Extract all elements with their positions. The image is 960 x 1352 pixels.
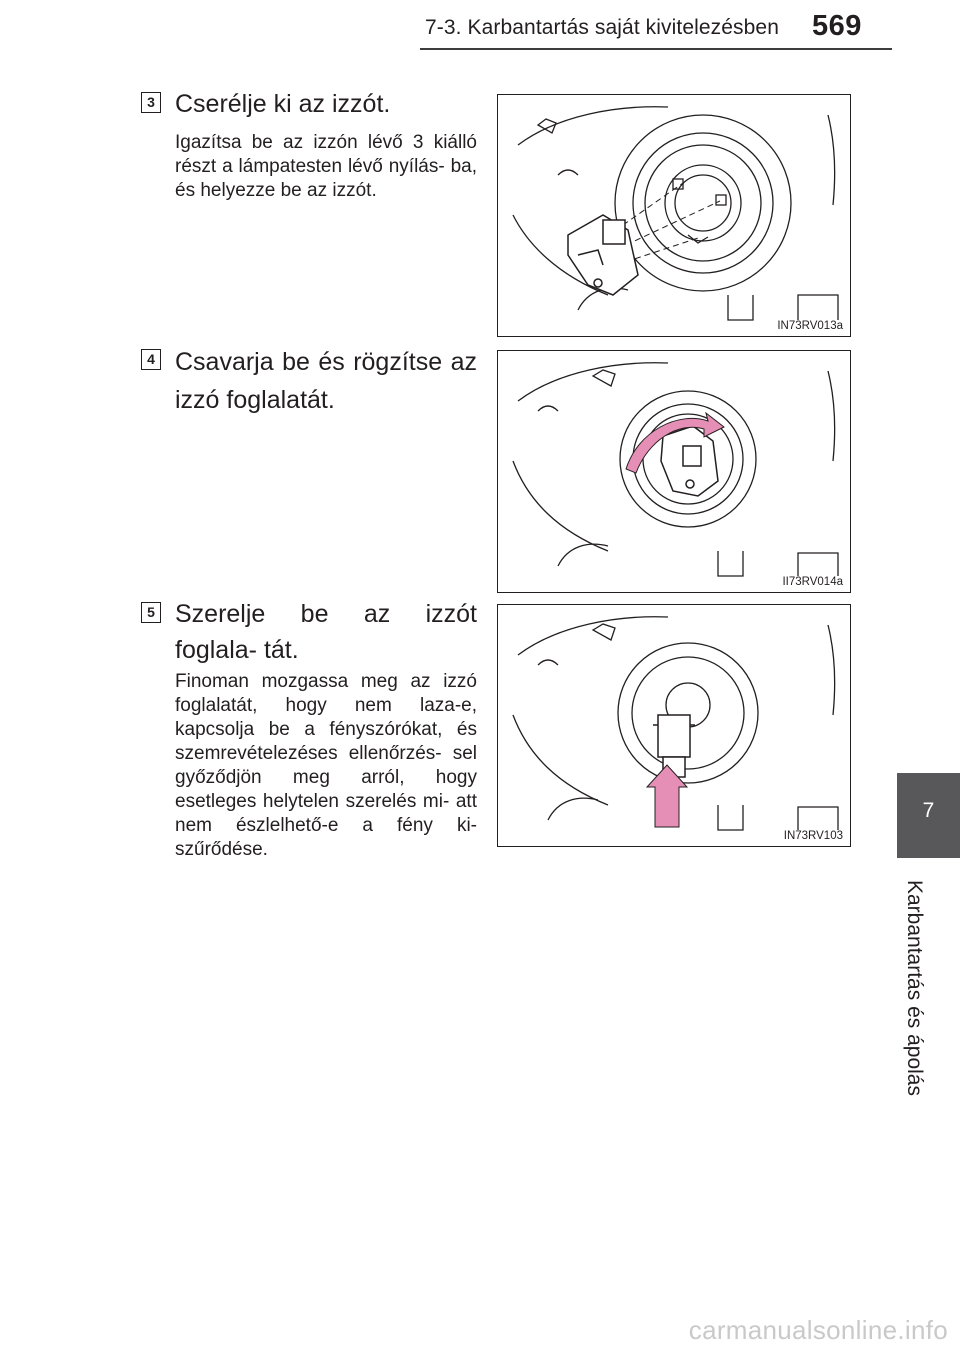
chapter-tab[interactable] <box>897 773 960 858</box>
page-number: 569 <box>812 10 862 42</box>
figure-bulb-insert <box>497 94 851 337</box>
step-number-box: 4 <box>141 349 161 370</box>
step-title: Csavarja be és rögzítse az izzó foglalatát. <box>175 348 477 414</box>
watermark: carmanualsonline.info <box>688 1315 948 1345</box>
step-title: Cserélje ki az izzót. <box>175 90 391 118</box>
figure-id: IN73RV013a <box>777 320 843 332</box>
step-number-box: 3 <box>141 92 161 113</box>
chapter-number: 7 <box>922 799 935 822</box>
step-description: Finoman mozgassa meg az izzó foglalatát, hogy nem laza-e, kapcsolja be a fényszórókat, és szemrevételezéses ellenőrzés- sel győződjön meg arról, hogy esetleges helytelen szerelés mi- att nem észlelhető-e a fény ki- szűrődése. <box>175 671 477 860</box>
chapter-label-text: Karbantartás és ápolás <box>903 880 926 1096</box>
running-header: 7-3. Karbantartás saját kivitelezésben <box>425 16 779 39</box>
step-number-box: 5 <box>141 602 161 623</box>
figure-id: II73RV014a <box>782 576 843 588</box>
headlamp-illustration <box>498 351 852 594</box>
step-description: Igazítsa be az izzón lévő 3 kiálló részt a lámpatesten lévő nyílás- ba, és helyezze be az izzót. <box>175 132 477 201</box>
figure-socket-install <box>497 604 851 847</box>
header-divider <box>420 48 892 50</box>
step-title: Szerelje be az izzót foglala- tát. <box>175 600 477 664</box>
chapter-label <box>884 880 944 1140</box>
headlamp-illustration <box>498 95 852 338</box>
headlamp-illustration <box>498 605 852 848</box>
figure-socket-rotate <box>497 350 851 593</box>
figure-id: IN73RV103 <box>783 830 843 842</box>
